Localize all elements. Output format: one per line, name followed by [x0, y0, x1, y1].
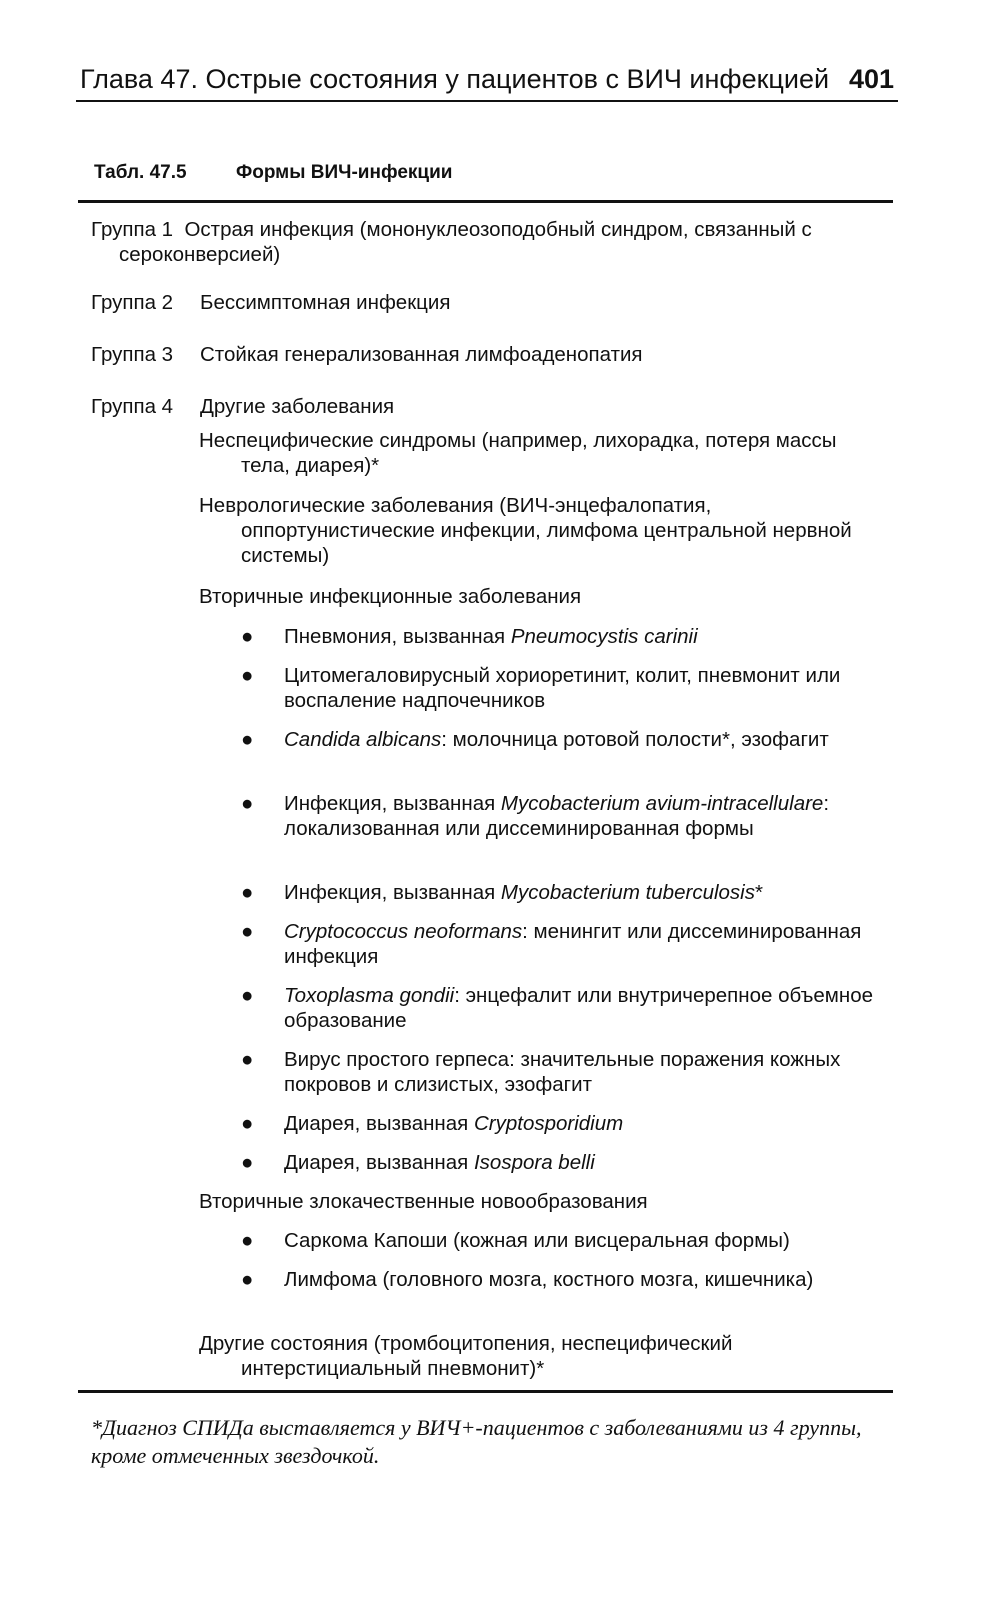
bullet-icon: ● — [241, 625, 254, 648]
table-title: Формы ВИЧ-инфекции — [236, 162, 453, 183]
table-caption — [94, 162, 452, 184]
bullet-icon: ● — [241, 920, 254, 943]
bullet-icon: ● — [241, 881, 254, 904]
group-1-text: Острая инфекция (мононуклеозоподобный синдром, связанный с сероконверсией) — [119, 218, 812, 266]
page-number: 401 — [848, 64, 894, 94]
list-item: ● Candida albicans: молочница ротовой полости*, эзофагит — [241, 728, 829, 751]
other-conditions: Другие состояния (тромбоцитопения, неспецифический интерстициальный пневмонит)* — [199, 1332, 733, 1380]
bullet-icon: ● — [241, 664, 254, 687]
group-4-text: Другие заболевания — [200, 395, 395, 418]
group-3-text: Стойкая генерализованная лимфоаденопатия — [200, 343, 643, 366]
running-header — [76, 60, 898, 102]
group-1-row — [91, 217, 899, 267]
list-item: ● Диарея, вызванная Cryptosporidium — [241, 1112, 624, 1135]
bullet-icon: ● — [241, 728, 254, 751]
list-item: ● Цитомегаловирусный хориоретинит, колит, пневмонит или воспаление надпочечников — [241, 664, 841, 712]
table-bottom-rule — [78, 1390, 893, 1393]
secondary-tumors-title: Вторичные злокачественные новообразования — [199, 1190, 648, 1213]
bullet-icon: ● — [241, 1048, 254, 1071]
bullet-icon: ● — [241, 984, 254, 1007]
bullet-icon: ● — [241, 792, 254, 815]
chapter-title: Глава 47. Острые состояния у пациентов с ВИЧ инфекцией — [80, 64, 830, 94]
secondary-infections-title: Вторичные инфекционные заболевания — [199, 585, 582, 608]
bullet-icon: ● — [241, 1229, 254, 1252]
bullet-icon: ● — [241, 1112, 254, 1135]
footnote: *Диагноз СПИДа выставляется у ВИЧ+-пациентов с заболеваниями из 4 группы, кроме отмеченных звездочкой. — [91, 1415, 862, 1468]
list-item: ● Toxoplasma gondii: энцефалит или внутричерепное объемное образование — [241, 984, 873, 1032]
list-item: ● Лимфома (головного мозга, костного мозга, кишечника) — [241, 1268, 814, 1291]
neurological-diseases: Неврологические заболевания (ВИЧ-энцефалопатия, оппортунистические инфекции, лимфома центральной нервной системы) — [199, 494, 852, 567]
group-1-label: Группа 1 — [91, 218, 174, 241]
nonspecific-syndromes: Неспецифические синдромы (например, лихорадка, потеря массы тела, диарея)* — [199, 429, 837, 477]
list-item: ● Саркома Капоши (кожная или висцеральная формы) — [241, 1229, 790, 1252]
table-top-rule — [78, 200, 893, 203]
list-item: ● Cryptococcus neoformans: менингит или диссеминированная инфекция — [241, 920, 862, 968]
list-item: ● Инфекция, вызванная Mycobacterium tuberculosis* — [241, 881, 763, 904]
table-number: Табл. 47.5 — [94, 162, 187, 183]
bullet-icon: ● — [241, 1268, 254, 1291]
list-item: ● Вирус простого герпеса: значительные поражения кожных покровов и слизистых, эзофагит — [241, 1048, 841, 1096]
list-item: ● Диарея, вызванная Isospora belli — [241, 1151, 595, 1174]
bullet-icon: ● — [241, 1151, 254, 1174]
group-2-text: Бессимптомная инфекция — [200, 291, 451, 314]
group-2-label: Группа 2 — [91, 291, 174, 314]
group-3-label: Группа 3 — [91, 343, 174, 366]
list-item: ● Инфекция, вызванная Mycobacterium avium-intracellulare: локализованная или диссеминированная формы — [241, 792, 830, 840]
group-4-label: Группа 4 — [91, 395, 174, 418]
list-item: ● Пневмония, вызванная Pneumocystis carinii — [241, 625, 698, 648]
